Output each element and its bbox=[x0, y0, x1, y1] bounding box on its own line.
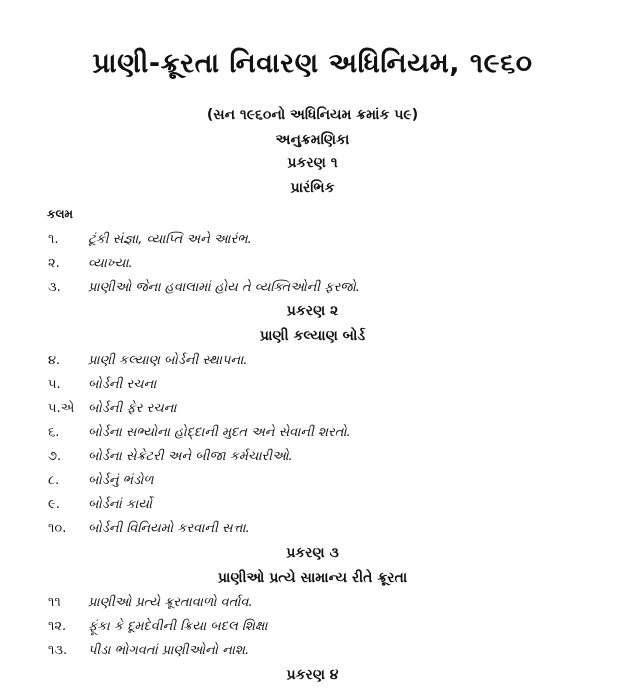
section-number: ૪. bbox=[48, 353, 61, 368]
section-entry bbox=[0, 619, 625, 639]
section-entry bbox=[0, 521, 625, 541]
section-text: બોર્ડની રચના bbox=[88, 377, 157, 392]
section-number: ૭. bbox=[48, 449, 62, 464]
section-text: પ્રાણી કલ્યાણ બોર્ડની સ્થાપના. bbox=[88, 353, 248, 368]
chapter-2-title: પ્રાણી કલ્યાણ બોર્ડ bbox=[259, 328, 366, 344]
section-entry bbox=[0, 232, 625, 252]
section-entry bbox=[0, 280, 625, 300]
chapter-1-label: પ્રકરણ ૧ bbox=[287, 155, 338, 171]
section-entry bbox=[0, 497, 625, 517]
chapter-3-label: પ્રકરણ ૩ bbox=[286, 545, 339, 561]
chapter-3-title: પ્રાણીઓ પ્રત્યે સામાન્ય રીતે ક્રૂરતા bbox=[217, 570, 408, 586]
section-entry bbox=[0, 473, 625, 493]
act-subtitle: (સન ૧૯૬૦નો અધિનિયમ ક્રમાંક ૫૯) bbox=[206, 107, 419, 123]
section-number: ૧૦. bbox=[48, 521, 67, 536]
chapter-1-title: પ્રારંભિક bbox=[290, 180, 335, 196]
section-number: ૧૧ bbox=[48, 595, 61, 610]
section-number: ૫.એ bbox=[48, 401, 75, 416]
section-text: વ્યાખ્યા. bbox=[88, 256, 133, 271]
section-text: બોર્ડની વિનિયમો કરવાની સત્તા. bbox=[88, 521, 250, 536]
section-number: ૧૨. bbox=[48, 619, 67, 634]
document-title: પ્રાણી-ક્રૂરતા નિવારણ અધિનિયમ, ૧૯૬૦ bbox=[92, 48, 533, 79]
section-number: ૮. bbox=[48, 473, 60, 488]
index-heading: અનુક્રમણિકા bbox=[275, 132, 350, 148]
chapter-2-label: પ્રકરણ ૨ bbox=[286, 303, 339, 319]
section-entry bbox=[0, 643, 625, 663]
section-number: ૬. bbox=[48, 425, 60, 440]
section-entry bbox=[0, 595, 625, 615]
chapter-4-label: પ્રકરણ ૪ bbox=[286, 667, 339, 683]
section-number: ૫. bbox=[48, 377, 61, 392]
section-entry bbox=[0, 425, 625, 445]
section-number: ૯. bbox=[48, 497, 60, 512]
section-text: બોર્ડના સેક્રેટરી અને બીજા કર્મચારીઓ. bbox=[88, 449, 293, 464]
section-number: ૨. bbox=[48, 256, 60, 271]
section-text: બોર્ડના સભ્યોના હોદ્દાની મુદત અને સેવાની શરતો. bbox=[88, 425, 351, 440]
section-column-label: કલમ bbox=[47, 207, 74, 221]
section-entry bbox=[0, 256, 625, 276]
section-text: પીડા ભોગવતાં પ્રાણીઓનો નાશ. bbox=[88, 643, 250, 658]
section-text: બોર્ડની ફેર રચના bbox=[88, 401, 177, 416]
section-entry bbox=[0, 353, 625, 373]
section-number: ૧. bbox=[48, 232, 59, 247]
section-text: પ્રાણીઓ જેના હવાલામાં હોય તે વ્યક્તિઓની ફરજો. bbox=[88, 280, 360, 295]
section-text: ટૂંકી સંજ્ઞા, વ્યાપ્તિ અને આરંભ. bbox=[88, 232, 252, 247]
section-entry bbox=[0, 401, 625, 421]
section-entry bbox=[0, 377, 625, 397]
section-text: પ્રાણીઓ પ્રત્યે ક્રૂરતાવાળો વર્તાવ. bbox=[88, 595, 253, 610]
section-number: ૧૩. bbox=[48, 643, 68, 658]
section-entry bbox=[0, 449, 625, 469]
section-text: ફૂંકા કે દૂમદેવીની ક્રિયા બદલ શિક્ષા bbox=[88, 619, 268, 634]
section-text: બોર્ડનું ભંડોળ bbox=[88, 473, 154, 488]
section-number: ૩. bbox=[48, 280, 61, 295]
section-text: બોર્ડનાં કાર્યો bbox=[88, 497, 152, 512]
